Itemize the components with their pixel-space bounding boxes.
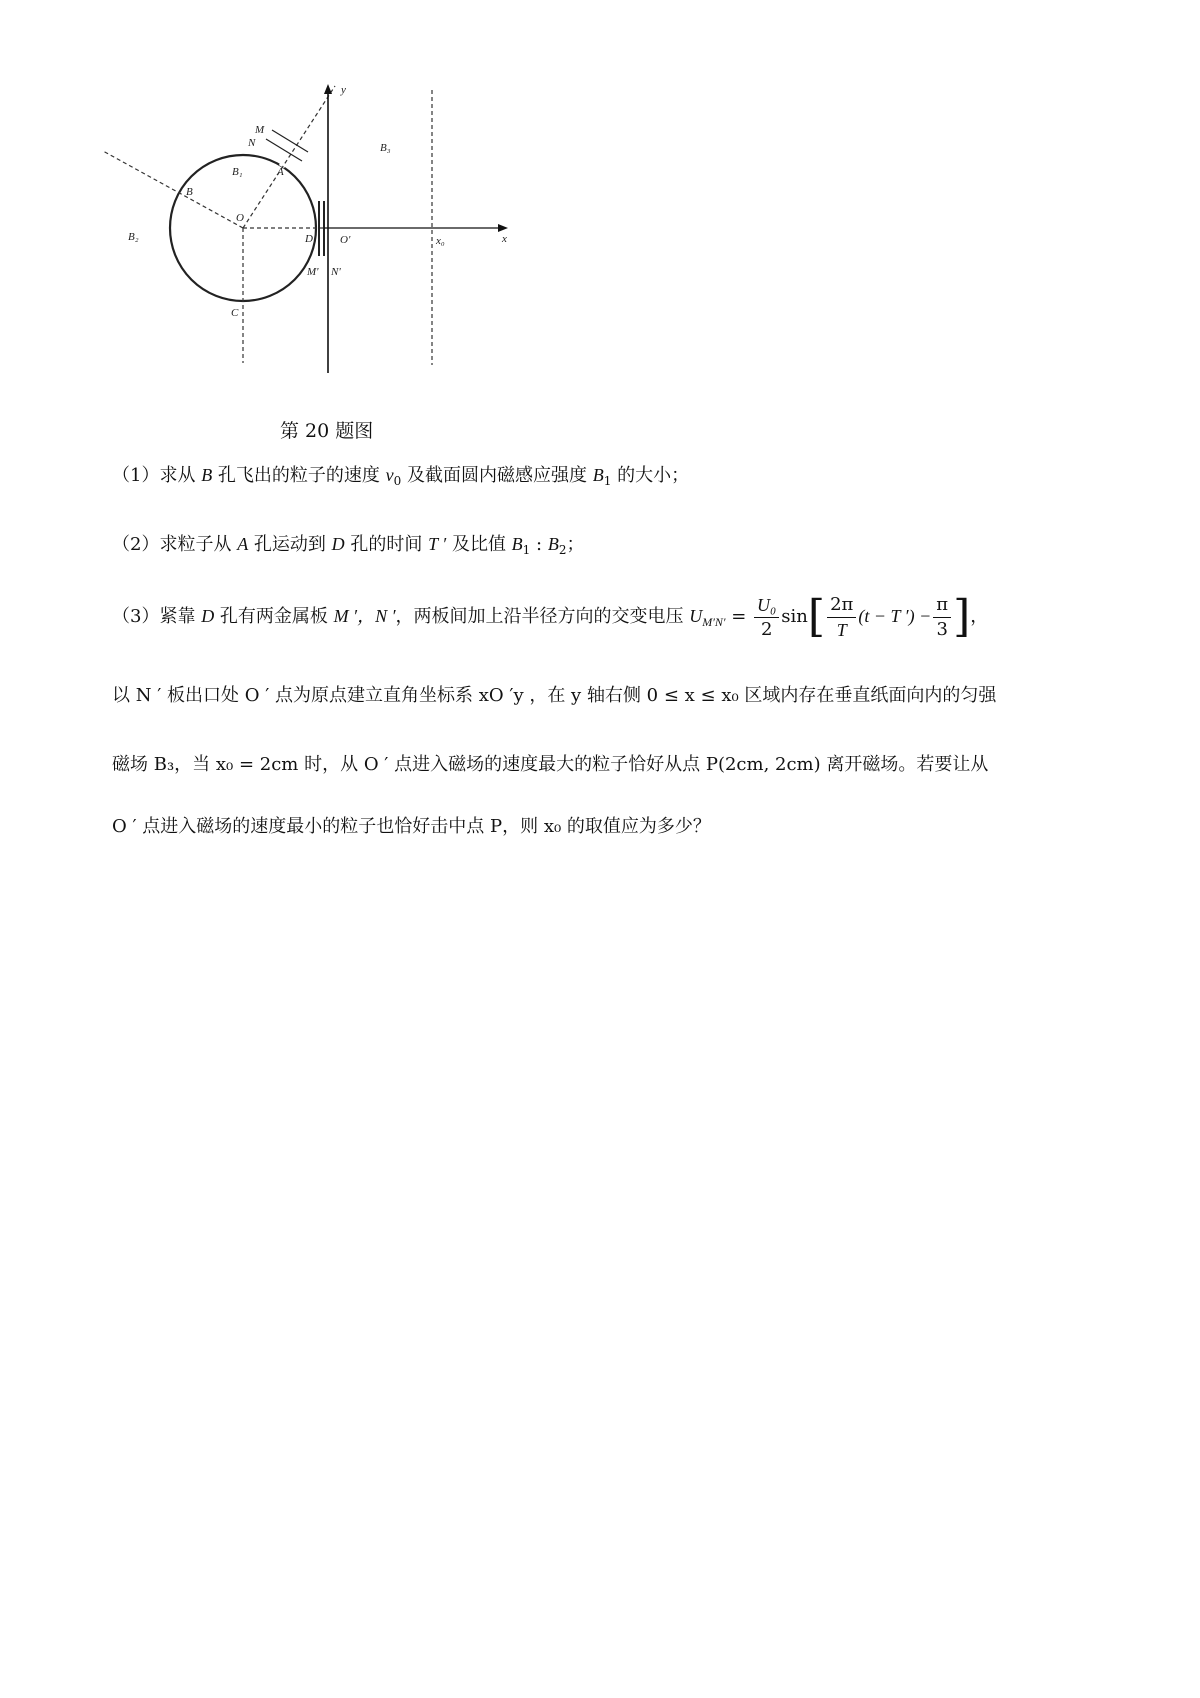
q1-text-suffix: 的大小； <box>611 465 690 486</box>
label-B: B <box>186 186 193 198</box>
question-3-line-1 <box>112 586 988 652</box>
q2-text-prefix: （2）求粒子从 <box>112 534 238 555</box>
plate-N <box>266 139 302 161</box>
q3-text-mid: 孔有两金属板 <box>214 606 334 627</box>
label-N: N <box>248 137 256 149</box>
q2-symbol-B2: B <box>547 534 559 554</box>
q1-symbol-v: v <box>385 465 394 485</box>
q2-symbol-A: A <box>237 534 249 554</box>
frac1-denominator: 2 <box>760 618 773 640</box>
q3-symbol-U: U <box>689 606 703 626</box>
label-y: y <box>341 84 346 96</box>
q2-text-mid3: 及比值 <box>446 534 512 555</box>
q3-text-mid2: ，两板间加上沿半径方向的交变电压 <box>395 606 690 627</box>
fraction-2pi-over-T <box>827 593 856 642</box>
label-M: M <box>255 124 265 136</box>
q3-symbol-D: D <box>201 606 215 626</box>
q1-text-mid1: 孔飞出的粒子的速度 <box>212 465 386 486</box>
q3-equals: = <box>725 606 753 627</box>
q1-text-mid2: 及截面圆内磁感应强度 <box>401 465 593 486</box>
line-O-B <box>103 151 243 228</box>
y-axis-arrow <box>324 84 332 94</box>
fraction-U0-over-2 <box>754 593 779 642</box>
x-axis-arrow <box>498 224 508 232</box>
label-O-prime: O' <box>340 234 351 246</box>
q2-text-suffix: ； <box>566 534 585 555</box>
q2-text-mid2: 孔的时间 <box>344 534 429 555</box>
q3-subscript-U: M′N′ <box>702 615 726 629</box>
q1-symbol-B: B <box>201 465 213 485</box>
q2-text-mid1: 孔运动到 <box>248 534 332 555</box>
right-bracket: ] <box>953 591 971 642</box>
q2-subscript-1: 1 <box>522 543 531 557</box>
q1-symbol-B1: B <box>592 465 604 485</box>
diagram-figure <box>100 78 570 408</box>
figure-caption: 第 20 题图 <box>280 420 374 442</box>
frac3-denominator: 3 <box>936 618 948 640</box>
frac2-denominator: T <box>836 619 847 640</box>
q1-subscript-v: 0 <box>393 474 402 488</box>
q2-subscript-2: 2 <box>558 543 567 557</box>
q1-subscript-B1: 1 <box>603 474 612 488</box>
q2-symbol-T: T ′ <box>428 534 447 554</box>
label-B2: B₂ <box>128 231 139 243</box>
left-bracket: [ <box>807 591 826 642</box>
q1-text-prefix: （1）求从 <box>112 465 202 486</box>
frac1-numerator: U₀ <box>754 593 779 618</box>
question-3-line-2: 以 N ′ 板出口处 O ′ 点为原点建立直角坐标系 xO ′y ，在 y 轴右侧 0 ≤ x ≤ x₀ 区域内存在垂直纸面向内的匀强 <box>112 685 997 706</box>
frac2-numerator: 2π <box>827 593 856 618</box>
fraction-pi-over-3 <box>933 593 951 642</box>
label-x: x <box>502 233 507 245</box>
question-3-line-4: O ′ 点进入磁场的速度最小的粒子也恰好击中点 P，则 x₀ 的取值应为多少？ <box>112 816 711 837</box>
magnetic-field-diagram <box>100 78 570 408</box>
q2-symbol-B1: B <box>511 534 523 554</box>
question-3-line-3: 磁场 B₃，当 x₀ = 2cm 时，从 O ′ 点进入磁场的速度最大的粒子恰好从点 P(2cm, 2cm) 离开磁场。若要让从 <box>112 754 989 775</box>
sin-function: sin <box>781 606 808 627</box>
label-B3: B₃ <box>380 142 391 154</box>
label-C: C <box>231 307 239 319</box>
question-1 <box>112 460 689 496</box>
time-shift-term: (t − T ′) − <box>858 606 932 626</box>
frac3-numerator: π <box>933 593 951 618</box>
q2-colon: : <box>530 534 548 555</box>
label-O: O <box>236 212 244 224</box>
label-M-prime: M' <box>307 266 319 278</box>
q3-line1-end: ， <box>970 606 989 627</box>
q3-plates: M ′，N ′ <box>333 606 396 626</box>
label-N-prime: N' <box>331 266 341 278</box>
label-x0: x₀ <box>436 235 445 247</box>
label-B1: B₁ <box>232 166 243 178</box>
plate-M <box>272 130 308 152</box>
label-A: A <box>277 166 284 178</box>
label-D: D <box>305 233 313 245</box>
q2-symbol-D: D <box>331 534 345 554</box>
q3-text-prefix: （3）紧靠 <box>112 606 202 627</box>
question-2 <box>112 529 584 565</box>
